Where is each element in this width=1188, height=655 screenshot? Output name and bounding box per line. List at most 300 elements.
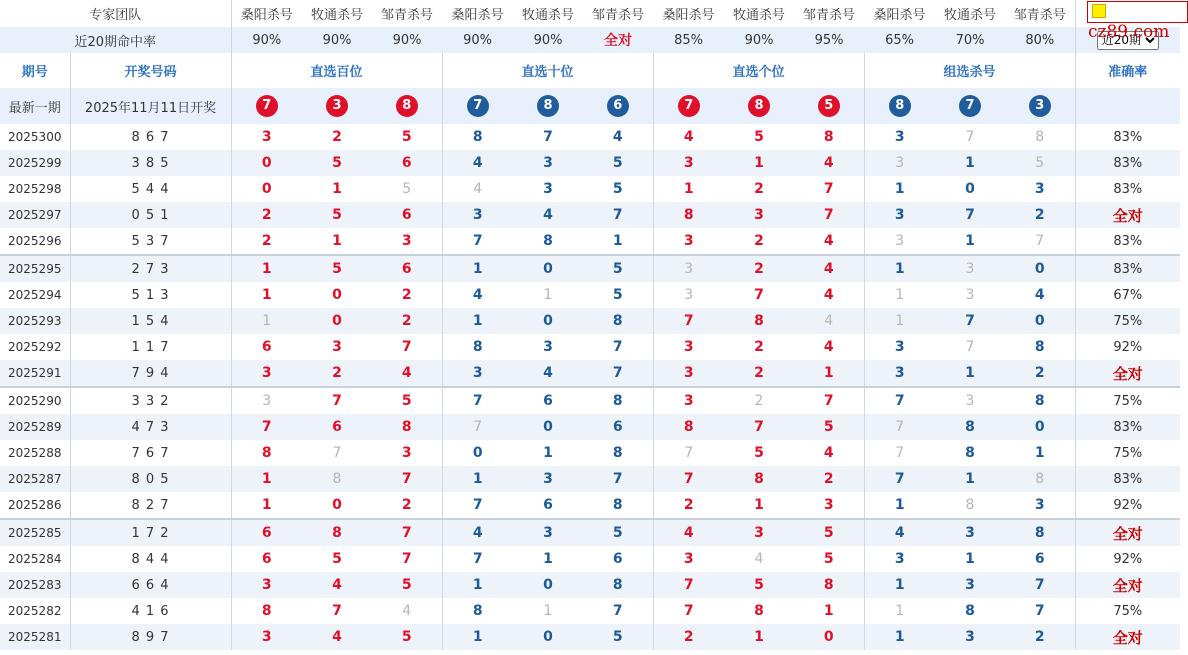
draw-number: 5 3 7 (70, 228, 231, 255)
kill-number: 1 (442, 624, 513, 650)
latest-ball-cell (302, 88, 372, 124)
kill-number: 7 (864, 414, 935, 440)
latest-ball-cell (794, 88, 864, 124)
kill-number: 1 (653, 176, 724, 202)
kill-number: 3 (653, 255, 724, 282)
kill-number: 5 (372, 387, 442, 414)
kill-number: 7 (724, 414, 794, 440)
table-row (0, 334, 1180, 360)
draw-number: 5 1 3 (70, 282, 231, 308)
period-number: 2025284 (8, 552, 62, 566)
kill-number: 5 (302, 202, 372, 228)
table-row (0, 282, 1180, 308)
kill-number: 4 (653, 124, 724, 150)
kill-number: 2 (372, 308, 442, 334)
kill-number: 3 (864, 360, 935, 387)
kill-number: 7 (754, 287, 764, 303)
kill-number: 0 (1005, 308, 1075, 334)
table-row (0, 572, 1180, 598)
kill-number: 3 (543, 339, 553, 355)
accuracy-value: 75% (1075, 387, 1180, 414)
kill-number: 2 (1005, 202, 1075, 228)
kill-number: 1 (864, 308, 935, 334)
kill-number: 5 (794, 519, 864, 546)
latest-label: 最新一期 (0, 88, 70, 124)
period-number: 2025294 (8, 288, 62, 302)
kill-number: 8 (754, 603, 764, 619)
kill-number: 5 (754, 445, 764, 461)
expert-name: 桑阳杀号 (451, 8, 504, 23)
kill-number: 7 (372, 466, 442, 492)
kill-number: 4 (442, 519, 513, 546)
kill-number: 5 (794, 414, 864, 440)
kill-number: 0 (231, 176, 302, 202)
kill-number: 3 (724, 202, 794, 228)
kill-number: 6 (513, 387, 583, 414)
kill-number: 0 (442, 440, 513, 466)
expert-name: 邹青杀号 (1013, 8, 1066, 23)
kill-number: 4 (794, 150, 864, 176)
kill-number: 1 (543, 287, 553, 303)
kill-number: 2 (724, 255, 794, 282)
kill-number: 4 (1034, 287, 1045, 303)
kill-number: 3 (653, 387, 724, 414)
hit-rate-value: 95% (794, 27, 864, 53)
kill-number: 1 (332, 233, 342, 249)
kill-number: 7 (583, 466, 653, 492)
table-row (0, 466, 1180, 492)
number-ball: 8 (889, 95, 911, 117)
kill-number: 3 (965, 287, 975, 303)
kill-number: 2 (231, 202, 302, 228)
kill-number: 5 (402, 181, 412, 197)
kill-number: 3 (543, 181, 553, 197)
kill-number: 1 (823, 603, 834, 619)
expert-name: 牧通杀号 (522, 8, 575, 23)
period-number: 2025288 (8, 446, 62, 460)
kill-number: 1 (543, 445, 553, 461)
kill-number: 2 (1005, 624, 1075, 650)
kill-number: 3 (724, 519, 794, 546)
kill-number: 7 (442, 228, 513, 255)
draw-number: 8 0 5 (70, 466, 231, 492)
hit-rate-value: 90% (302, 27, 372, 53)
kill-number: 4 (513, 202, 583, 228)
number-ball: 3 (326, 95, 348, 117)
expert-name: 桑阳杀号 (231, 0, 302, 27)
kill-number: 3 (653, 360, 724, 387)
latest-accuracy-cell (1075, 88, 1180, 124)
period-number: 2025289 (0, 414, 70, 440)
kill-number: 3 (401, 233, 412, 249)
kill-number: 7 (794, 202, 864, 228)
kill-number: 3 (864, 124, 935, 150)
kill-number: 8 (965, 497, 975, 513)
kill-number: 1 (754, 497, 764, 513)
period-number: 2025285 (0, 519, 70, 546)
period-number: 2025300 (8, 130, 62, 144)
tens-group-header: 直选十位 (442, 53, 653, 88)
kill-number: 4 (823, 287, 834, 303)
kill-number: 8 (724, 308, 794, 334)
period-number: 2025299 (0, 150, 70, 176)
kill-number: 2 (332, 129, 342, 145)
kill-number: 4 (754, 551, 764, 567)
table-row (0, 308, 1180, 334)
kill-number: 2 (231, 228, 302, 255)
kill-number: 3 (231, 572, 302, 598)
kill-number: 1 (1034, 445, 1045, 461)
kill-number: 5 (372, 624, 442, 650)
kill-number: 0 (1005, 255, 1075, 282)
accuracy-value: 67% (1075, 282, 1180, 308)
period-number: 2025297 (0, 202, 70, 228)
kill-number: 3 (231, 624, 302, 650)
kill-number: 8 (231, 440, 302, 466)
kill-number: 7 (935, 308, 1005, 334)
kill-number: 2 (724, 387, 794, 414)
table-row (0, 492, 1180, 519)
kill-number: 1 (231, 492, 302, 519)
kill-number: 4 (823, 445, 834, 461)
kill-number: 4 (653, 519, 724, 546)
kill-number: 3 (442, 202, 513, 228)
kill-number: 3 (935, 572, 1005, 598)
kill-number: 0 (332, 497, 342, 513)
hit-rate-value: 70% (935, 27, 1005, 53)
hit-rate-value: 80% (1005, 27, 1075, 53)
latest-draw-row (0, 88, 1180, 124)
table-row (0, 255, 1180, 282)
site-name: cz89.com (1088, 22, 1170, 42)
kill-number: 0 (965, 181, 975, 197)
kill-number: 7 (1034, 603, 1045, 619)
latest-ball-cell (513, 88, 583, 124)
accuracy-value: 83% (1075, 176, 1180, 202)
kill-number: 8 (653, 414, 724, 440)
site-logo[interactable] (1087, 1, 1188, 42)
expert-name: 牧通杀号 (311, 8, 364, 23)
hit-rate-value: 90% (372, 27, 442, 53)
table-row (0, 624, 1180, 650)
kill-number: 7 (332, 445, 342, 461)
kill-number: 4 (823, 339, 834, 355)
kill-number: 8 (583, 572, 653, 598)
kill-number: 7 (653, 308, 724, 334)
period-number: 2025292 (8, 340, 62, 354)
kill-number: 6 (612, 551, 623, 567)
expert-header-row (0, 0, 1180, 27)
kill-number: 4 (442, 282, 513, 308)
kill-number: 3 (513, 519, 583, 546)
kill-number: 0 (794, 624, 864, 650)
kill-number: 2 (794, 466, 864, 492)
accuracy-value: 83% (1075, 414, 1180, 440)
kill-number: 8 (372, 414, 442, 440)
kill-number: 5 (583, 519, 653, 546)
number-ball: 6 (607, 95, 629, 117)
hit-rate-value: 90% (724, 27, 794, 53)
team-label: 专家团队 (89, 8, 142, 23)
kill-number: 1 (864, 598, 935, 624)
kill-number: 7 (935, 202, 1005, 228)
kill-number: 1 (864, 255, 935, 282)
kill-number: 6 (372, 255, 442, 282)
kill-number: 3 (653, 282, 724, 308)
kill-number: 4 (302, 572, 372, 598)
kill-number: 3 (864, 546, 935, 572)
kill-number: 7 (965, 129, 975, 145)
expert-name: 牧通杀号 (944, 8, 997, 23)
draw-column-header: 开奖号码 (70, 53, 231, 88)
draw-number: 5 4 4 (70, 176, 231, 202)
kill-number: 7 (401, 339, 412, 355)
hit-rate-value: 90% (231, 27, 302, 53)
latest-ball-cell (724, 88, 794, 124)
accuracy-value: 全对 (1075, 572, 1180, 598)
table-row (0, 414, 1180, 440)
kill-number: 1 (442, 572, 513, 598)
kill-number: 8 (965, 603, 975, 619)
kill-number: 7 (332, 603, 342, 619)
kill-number: 1 (935, 466, 1005, 492)
kill-number: 1 (231, 308, 302, 334)
kill-number: 4 (402, 603, 412, 619)
kill-number: 1 (231, 466, 302, 492)
kill-number: 1 (965, 233, 975, 249)
kill-number: 5 (332, 551, 342, 567)
kill-number: 3 (401, 445, 412, 461)
kill-number: 4 (864, 519, 935, 546)
draw-number: 7 9 4 (70, 360, 231, 387)
accuracy-value: 92% (1075, 492, 1180, 519)
kill-number: 7 (823, 181, 834, 197)
kill-number: 3 (231, 360, 302, 387)
number-ball: 7 (256, 95, 278, 117)
hit-rate-label: 近20期命中率 (0, 27, 231, 53)
latest-ball-cell (935, 88, 1005, 124)
kill-number: 5 (823, 551, 834, 567)
kill-number: 6 (1034, 551, 1045, 567)
kill-number: 7 (653, 466, 724, 492)
kill-number: 4 (612, 129, 623, 145)
draw-number: 8 6 7 (70, 124, 231, 150)
accuracy-value: 83% (1075, 228, 1180, 255)
table-row (0, 124, 1180, 150)
kill-number: 7 (372, 519, 442, 546)
kill-number: 6 (231, 546, 302, 572)
accuracy-value: 92% (1075, 334, 1180, 360)
kill-number: 3 (653, 228, 724, 255)
kill-number: 1 (543, 551, 553, 567)
accuracy-value: 全对 (1075, 519, 1180, 546)
kill-number: 1 (794, 360, 864, 387)
kill-number: 3 (1034, 497, 1045, 513)
period-number: 2025291 (0, 360, 70, 387)
kill-number: 8 (1005, 519, 1075, 546)
kill-number: 3 (442, 360, 513, 387)
kill-number: 5 (724, 572, 794, 598)
period-column-header: 期号 (21, 65, 48, 80)
kill-number: 5 (612, 287, 623, 303)
accuracy-value: 全对 (1075, 624, 1180, 650)
number-ball: 8 (748, 95, 770, 117)
kill-number: 7 (583, 360, 653, 387)
kill-number: 4 (442, 176, 513, 202)
kill-number: 7 (653, 598, 724, 624)
kill-number: 5 (401, 129, 412, 145)
kill-number: 8 (1034, 339, 1045, 355)
number-ball: 5 (818, 95, 840, 117)
table-row (0, 519, 1180, 546)
kill-number: 7 (864, 466, 935, 492)
kill-number: 6 (231, 519, 302, 546)
latest-ball-cell (1005, 88, 1075, 124)
kill-number: 6 (302, 414, 372, 440)
table-row (0, 202, 1180, 228)
hundreds-group-header: 直选百位 (231, 53, 442, 88)
kill-number: 1 (231, 255, 302, 282)
kill-number: 7 (965, 339, 975, 355)
kill-number: 2 (724, 360, 794, 387)
kill-number: 7 (612, 603, 623, 619)
kill-number: 1 (724, 624, 794, 650)
accuracy-value: 83% (1075, 150, 1180, 176)
kill-number: 7 (401, 551, 412, 567)
kill-number: 2 (754, 339, 764, 355)
accuracy-value: 75% (1075, 308, 1180, 334)
kill-number: 8 (1005, 466, 1075, 492)
latest-ball-cell (442, 88, 513, 124)
column-header-row (0, 53, 1180, 88)
kill-number: 1 (864, 176, 935, 202)
period-number: 2025286 (8, 498, 62, 512)
kill-number: 4 (513, 360, 583, 387)
kill-number: 8 (1035, 129, 1045, 145)
kill-number: 3 (653, 546, 724, 572)
draw-number: 1 7 2 (70, 519, 231, 546)
kill-number: 3 (935, 624, 1005, 650)
accuracy-value: 75% (1075, 440, 1180, 466)
kill-number: 8 (302, 466, 372, 492)
kill-number: 7 (442, 414, 513, 440)
accuracy-value: 83% (1075, 124, 1180, 150)
accuracy-value: 75% (1075, 598, 1180, 624)
period-number: 2025293 (0, 308, 70, 334)
kill-number: 1 (442, 255, 513, 282)
kill-number: 8 (442, 334, 513, 360)
table-row (0, 150, 1180, 176)
kill-number: 8 (612, 445, 623, 461)
kill-number: 7 (1005, 572, 1075, 598)
draw-number: 8 4 4 (70, 546, 231, 572)
kill-number: 2 (754, 233, 764, 249)
number-ball: 8 (537, 95, 559, 117)
accuracy-value: 全对 (1075, 360, 1180, 387)
kill-number: 8 (724, 466, 794, 492)
accuracy-value: 92% (1075, 546, 1180, 572)
kill-number: 1 (864, 282, 935, 308)
accuracy-value: 83% (1075, 466, 1180, 492)
period-number: 2025287 (0, 466, 70, 492)
kill-number: 3 (332, 339, 342, 355)
kill-number: 0 (513, 255, 583, 282)
kill-number: 5 (583, 624, 653, 650)
kill-number: 3 (1034, 181, 1045, 197)
kill-number: 5 (302, 150, 372, 176)
draw-number: 8 2 7 (70, 492, 231, 519)
kill-number: 8 (231, 598, 302, 624)
expert-name: 桑阳杀号 (873, 8, 926, 23)
number-ball: 7 (959, 95, 981, 117)
accuracy-value: 83% (1075, 255, 1180, 282)
table-row (0, 546, 1180, 572)
period-number: 2025295 (0, 255, 70, 282)
kill-number: 4 (823, 233, 834, 249)
hit-rate-value: 85% (653, 27, 724, 53)
kill-number: 3 (653, 150, 724, 176)
number-ball: 7 (467, 95, 489, 117)
kill-number: 3 (864, 334, 935, 360)
draw-number: 4 7 3 (70, 414, 231, 440)
number-ball: 7 (678, 95, 700, 117)
expert-name: 邹青杀号 (803, 8, 856, 23)
kill-number: 4 (442, 150, 513, 176)
kill-number: 3 (513, 466, 583, 492)
kill-number: 3 (935, 387, 1005, 414)
kill-number: 1 (935, 150, 1005, 176)
kill-number: 0 (231, 150, 302, 176)
kill-number: 0 (513, 572, 583, 598)
kill-number: 6 (372, 150, 442, 176)
table-row (0, 360, 1180, 387)
kill-number: 2 (302, 360, 372, 387)
kill-number: 0 (513, 308, 583, 334)
kill-number: 8 (543, 233, 553, 249)
group-kill-header: 组选杀号 (864, 53, 1075, 88)
kill-number: 7 (864, 387, 935, 414)
kill-number: 8 (612, 497, 623, 513)
period-number: 2025296 (8, 234, 62, 248)
table-row (0, 228, 1180, 255)
logo-square-icon (1092, 4, 1106, 18)
hit-rate-value: 65% (864, 27, 935, 53)
kill-number: 7 (864, 440, 935, 466)
hit-rate-row (0, 27, 1180, 53)
latest-ball-cell (372, 88, 442, 124)
kill-number: 6 (372, 202, 442, 228)
kill-number: 6 (583, 414, 653, 440)
draw-number: 4 1 6 (70, 598, 231, 624)
kill-number: 1 (543, 603, 553, 619)
kill-number: 7 (612, 339, 623, 355)
draw-number: 0 5 1 (70, 202, 231, 228)
kill-number: 3 (935, 519, 1005, 546)
kill-number: 7 (302, 387, 372, 414)
draw-number: 3 3 2 (70, 387, 231, 414)
draw-number: 3 8 5 (70, 150, 231, 176)
draw-number: 1 1 7 (70, 334, 231, 360)
kill-number: 7 (653, 572, 724, 598)
kill-number: 2 (653, 624, 724, 650)
draw-number: 8 9 7 (70, 624, 231, 650)
kill-number: 7 (1035, 233, 1045, 249)
kill-number: 1 (442, 466, 513, 492)
kill-number: 2 (653, 492, 724, 519)
kill-number: 4 (372, 360, 442, 387)
kill-number: 6 (231, 334, 302, 360)
latest-draw-date: 2025年11月11日开奖 (70, 88, 231, 124)
